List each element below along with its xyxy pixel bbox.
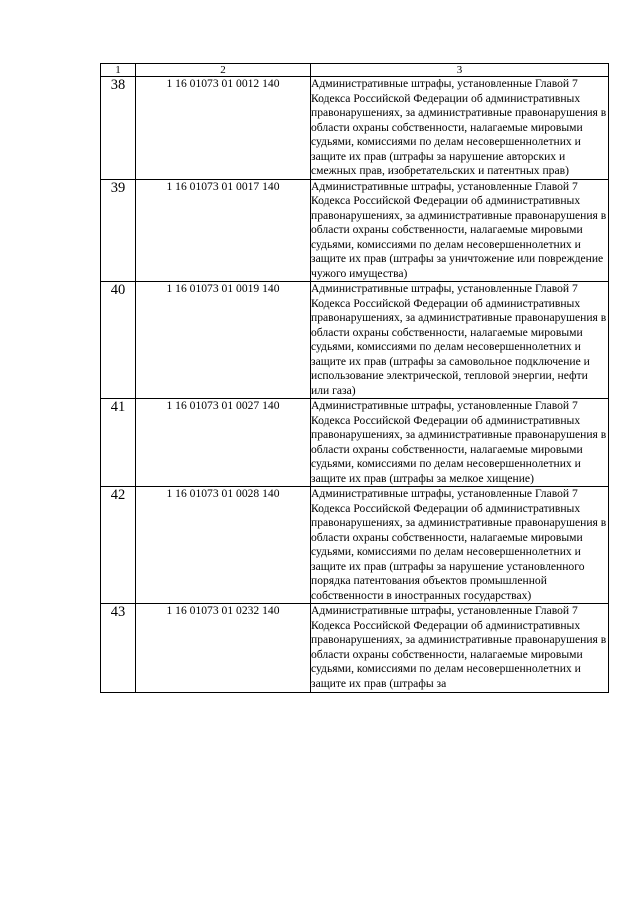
revenue-code: 1 16 01073 01 0012 140: [136, 77, 311, 180]
revenue-description: Административные штрафы, установленные Главой 7 Кодекса Российской Федерации об административных правонарушениях, за административные правонарушения в области охраны собственности, налагаемые мировыми судьями, комиссиями по делам несовершеннолетних и защите их прав (штрафы за уничтожение или повреждение чужого имущества): [311, 179, 609, 282]
table-row: [101, 282, 609, 399]
revenue-code: 1 16 01073 01 0019 140: [136, 282, 311, 399]
revenue-description: Административные штрафы, установленные Главой 7 Кодекса Российской Федерации об административных правонарушениях, за административные правонарушения в области охраны собственности, налагаемые мировыми судьями, комиссиями по делам несовершеннолетних и защите их прав (штрафы за самовольное подключение и использование электрической, тепловой энергии, нефти или газа): [311, 282, 609, 399]
table-row: [101, 604, 609, 693]
table-row: [101, 399, 609, 487]
revenue-description: Административные штрафы, установленные Главой 7 Кодекса Российской Федерации об административных правонарушениях, за административные правонарушения в области охраны собственности, налагаемые мировыми судьями, комиссиями по делам несовершеннолетних и защите их прав (штрафы за: [311, 604, 609, 693]
row-number: 38: [101, 77, 136, 180]
revenue-code: 1 16 01073 01 0027 140: [136, 399, 311, 487]
row-number: 42: [101, 487, 136, 604]
row-number: 43: [101, 604, 136, 693]
revenue-code: 1 16 01073 01 0028 140: [136, 487, 311, 604]
row-number: 39: [101, 179, 136, 282]
revenue-description: Административные штрафы, установленные Главой 7 Кодекса Российской Федерации об административных правонарушениях, за административные правонарушения в области охраны собственности, налагаемые мировыми судьями, комиссиями по делам несовершеннолетних и защите их прав (штрафы за нарушение установленного порядка патентования объектов промышленной собственности в иностранных государствах): [311, 487, 609, 604]
row-number: 40: [101, 282, 136, 399]
revenue-code: 1 16 01073 01 0017 140: [136, 179, 311, 282]
header-col-description: 3: [311, 64, 609, 77]
revenue-code: 1 16 01073 01 0232 140: [136, 604, 311, 693]
table-header-row: [101, 64, 609, 77]
revenue-description: Административные штрафы, установленные Главой 7 Кодекса Российской Федерации об административных правонарушениях, за административные правонарушения в области охраны собственности, налагаемые мировыми судьями, комиссиями по делам несовершеннолетних и защите их прав (штрафы за нарушение авторских и смежных прав, изобретательских и патентных прав): [311, 77, 609, 180]
revenue-description: Административные штрафы, установленные Главой 7 Кодекса Российской Федерации об административных правонарушениях, за административные правонарушения в области охраны собственности, налагаемые мировыми судьями, комиссиями по делам несовершеннолетних и защите их прав (штрафы за мелкое хищение): [311, 399, 609, 487]
table-row: [101, 77, 609, 180]
table-row: [101, 179, 609, 282]
header-col-code: 2: [136, 64, 311, 77]
header-col-number: 1: [101, 64, 136, 77]
budget-classification-table: [100, 63, 609, 693]
table-row: [101, 487, 609, 604]
row-number: 41: [101, 399, 136, 487]
